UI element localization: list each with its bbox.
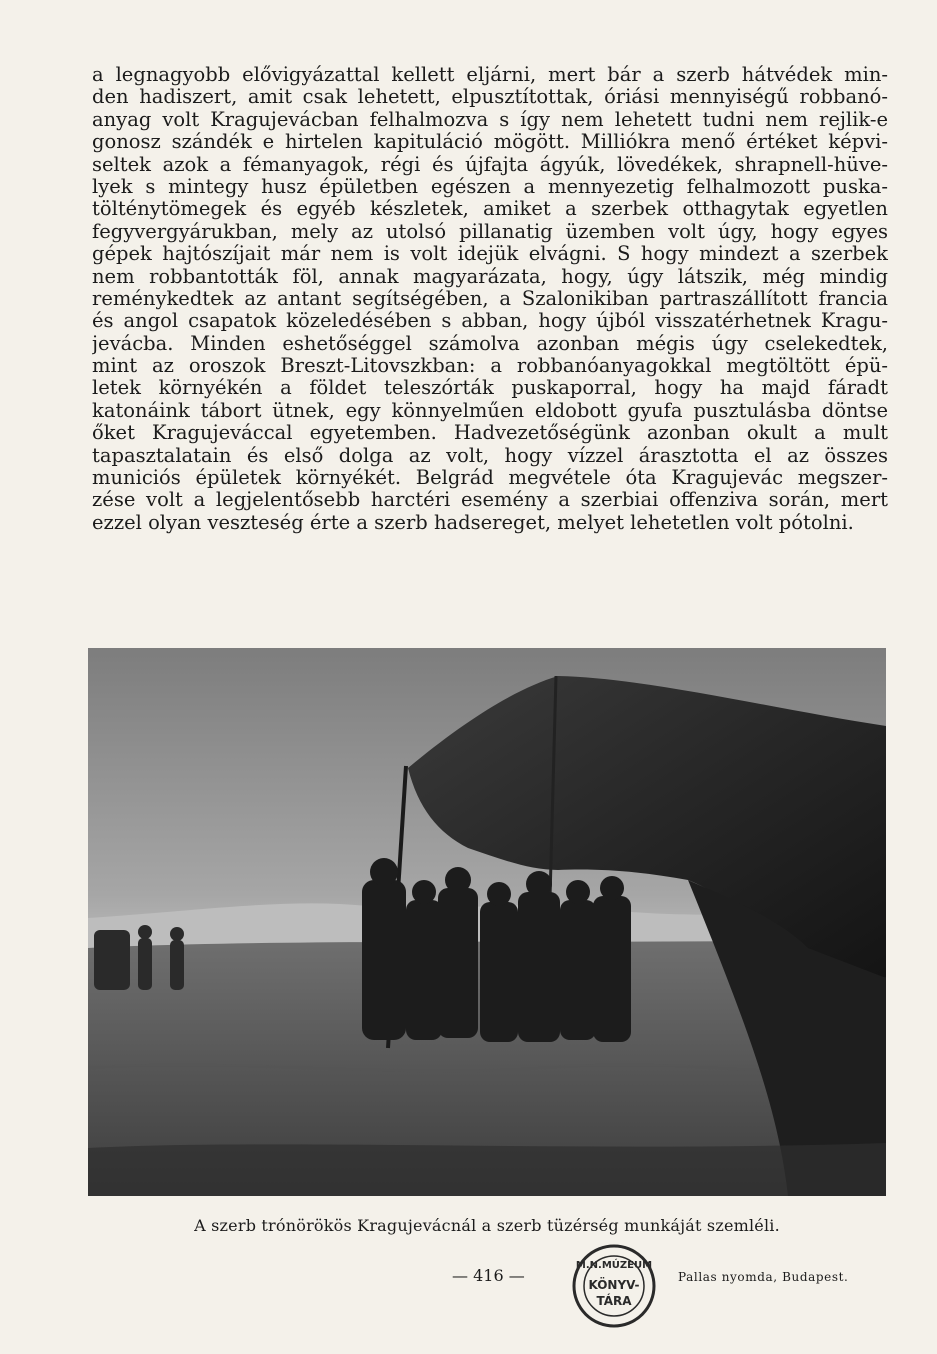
text-line: őket Kragujeváccal egyetemben. Hadvezetőségünk azonban okult a mult — [92, 422, 888, 445]
distant-figures — [94, 925, 184, 990]
text-line: és angol csapatok közeledésében s abban, hogy újból visszatérhetnek Kragu- — [92, 310, 888, 333]
page-number: — 416 — — [452, 1266, 525, 1285]
text-line: lyek s mintegy husz épületben egészen a mennyezetig felhalmozott puska- — [92, 175, 888, 198]
text-line: tapasztalatain és első dolga az volt, hogy vízzel árasztotta el az összes — [92, 444, 888, 467]
text-line: jevácba. Minden eshetőséggel számolva azonban mégis úgy cselekedtek, — [92, 332, 888, 355]
text-line: gépek hajtószíjait már nem is volt idejük elvágni. S hogy mindezt a szerbek — [92, 243, 888, 266]
photograph — [88, 648, 886, 1196]
text-line: reménykedtek az antant segítségében, a Szalonikiban partraszállított francia — [92, 287, 888, 310]
text-line: zése volt a legjelentősebb harctéri esemény a szerbiai offenziva során, mert — [92, 489, 888, 512]
text-line: a legnagyobb elővigyázattal kellett eljárni, mert bár a szerb hátvédek min- — [92, 64, 888, 86]
text-line: ezzel olyan veszteség érte a szerb hadsereget, melyet lehetetlen volt pótolni. — [92, 511, 854, 534]
dark-foreground — [88, 1143, 886, 1196]
text-line: fegyvergyárukban, mely az utolsó pillanatig üzemben volt úgy, hogy egyes — [92, 220, 888, 243]
text-line: katonáink tábort ütnek, egy könnyelműen eldobott gyufa pusztulásba döntse — [92, 399, 888, 422]
text-line: mint az oroszok Breszt-Litovszkban: a robbanóanyagokkal megtöltött épü- — [92, 355, 888, 378]
stamp-middle-text: KÖNYV- — [588, 1278, 640, 1292]
text-line: anyag volt Kragujevácban felhalmozva s így nem lehetett tudni nem rejlik-e — [92, 108, 888, 131]
text-line: letek környékén a földet teleszórták puskaporral, hogy ha majd fáradt — [92, 377, 888, 400]
body-text — [92, 64, 888, 534]
printer-imprint: Pallas nyomda, Budapest. — [678, 1270, 849, 1284]
text-line: tölténytömegek és egyéb készletek, amiket a szerbek otthagytak egyetlen — [92, 198, 888, 221]
text-line: gonosz szándék e hirtelen kapituláció mögött. Milliókra menő értéket képvi- — [92, 131, 888, 154]
library-stamp — [568, 1240, 660, 1332]
stamp-bottom-text: TÁRA — [596, 1294, 632, 1308]
text-line: nem robbantották föl, annak magyarázata, hogy, úgy látszik, még mindig — [92, 265, 888, 288]
stamp-top-text: M.N.MÚZEUM — [575, 1260, 653, 1271]
text-line: seltek azok a fémanyagok, régi és újfajta ágyúk, lövedékek, shrapnell-hüve- — [92, 153, 888, 176]
text-line: den hadiszert, amit csak lehetett, elpusztítottak, óriási mennyiségű robbanó- — [92, 86, 888, 109]
text-line: municiós épületek környékét. Belgrád megvétele óta Kragujevác megszer- — [92, 467, 888, 490]
photo-caption: A szerb trónörökös Kragujevácnál a szerb tüzérség munkáját szemléli. — [194, 1216, 780, 1235]
